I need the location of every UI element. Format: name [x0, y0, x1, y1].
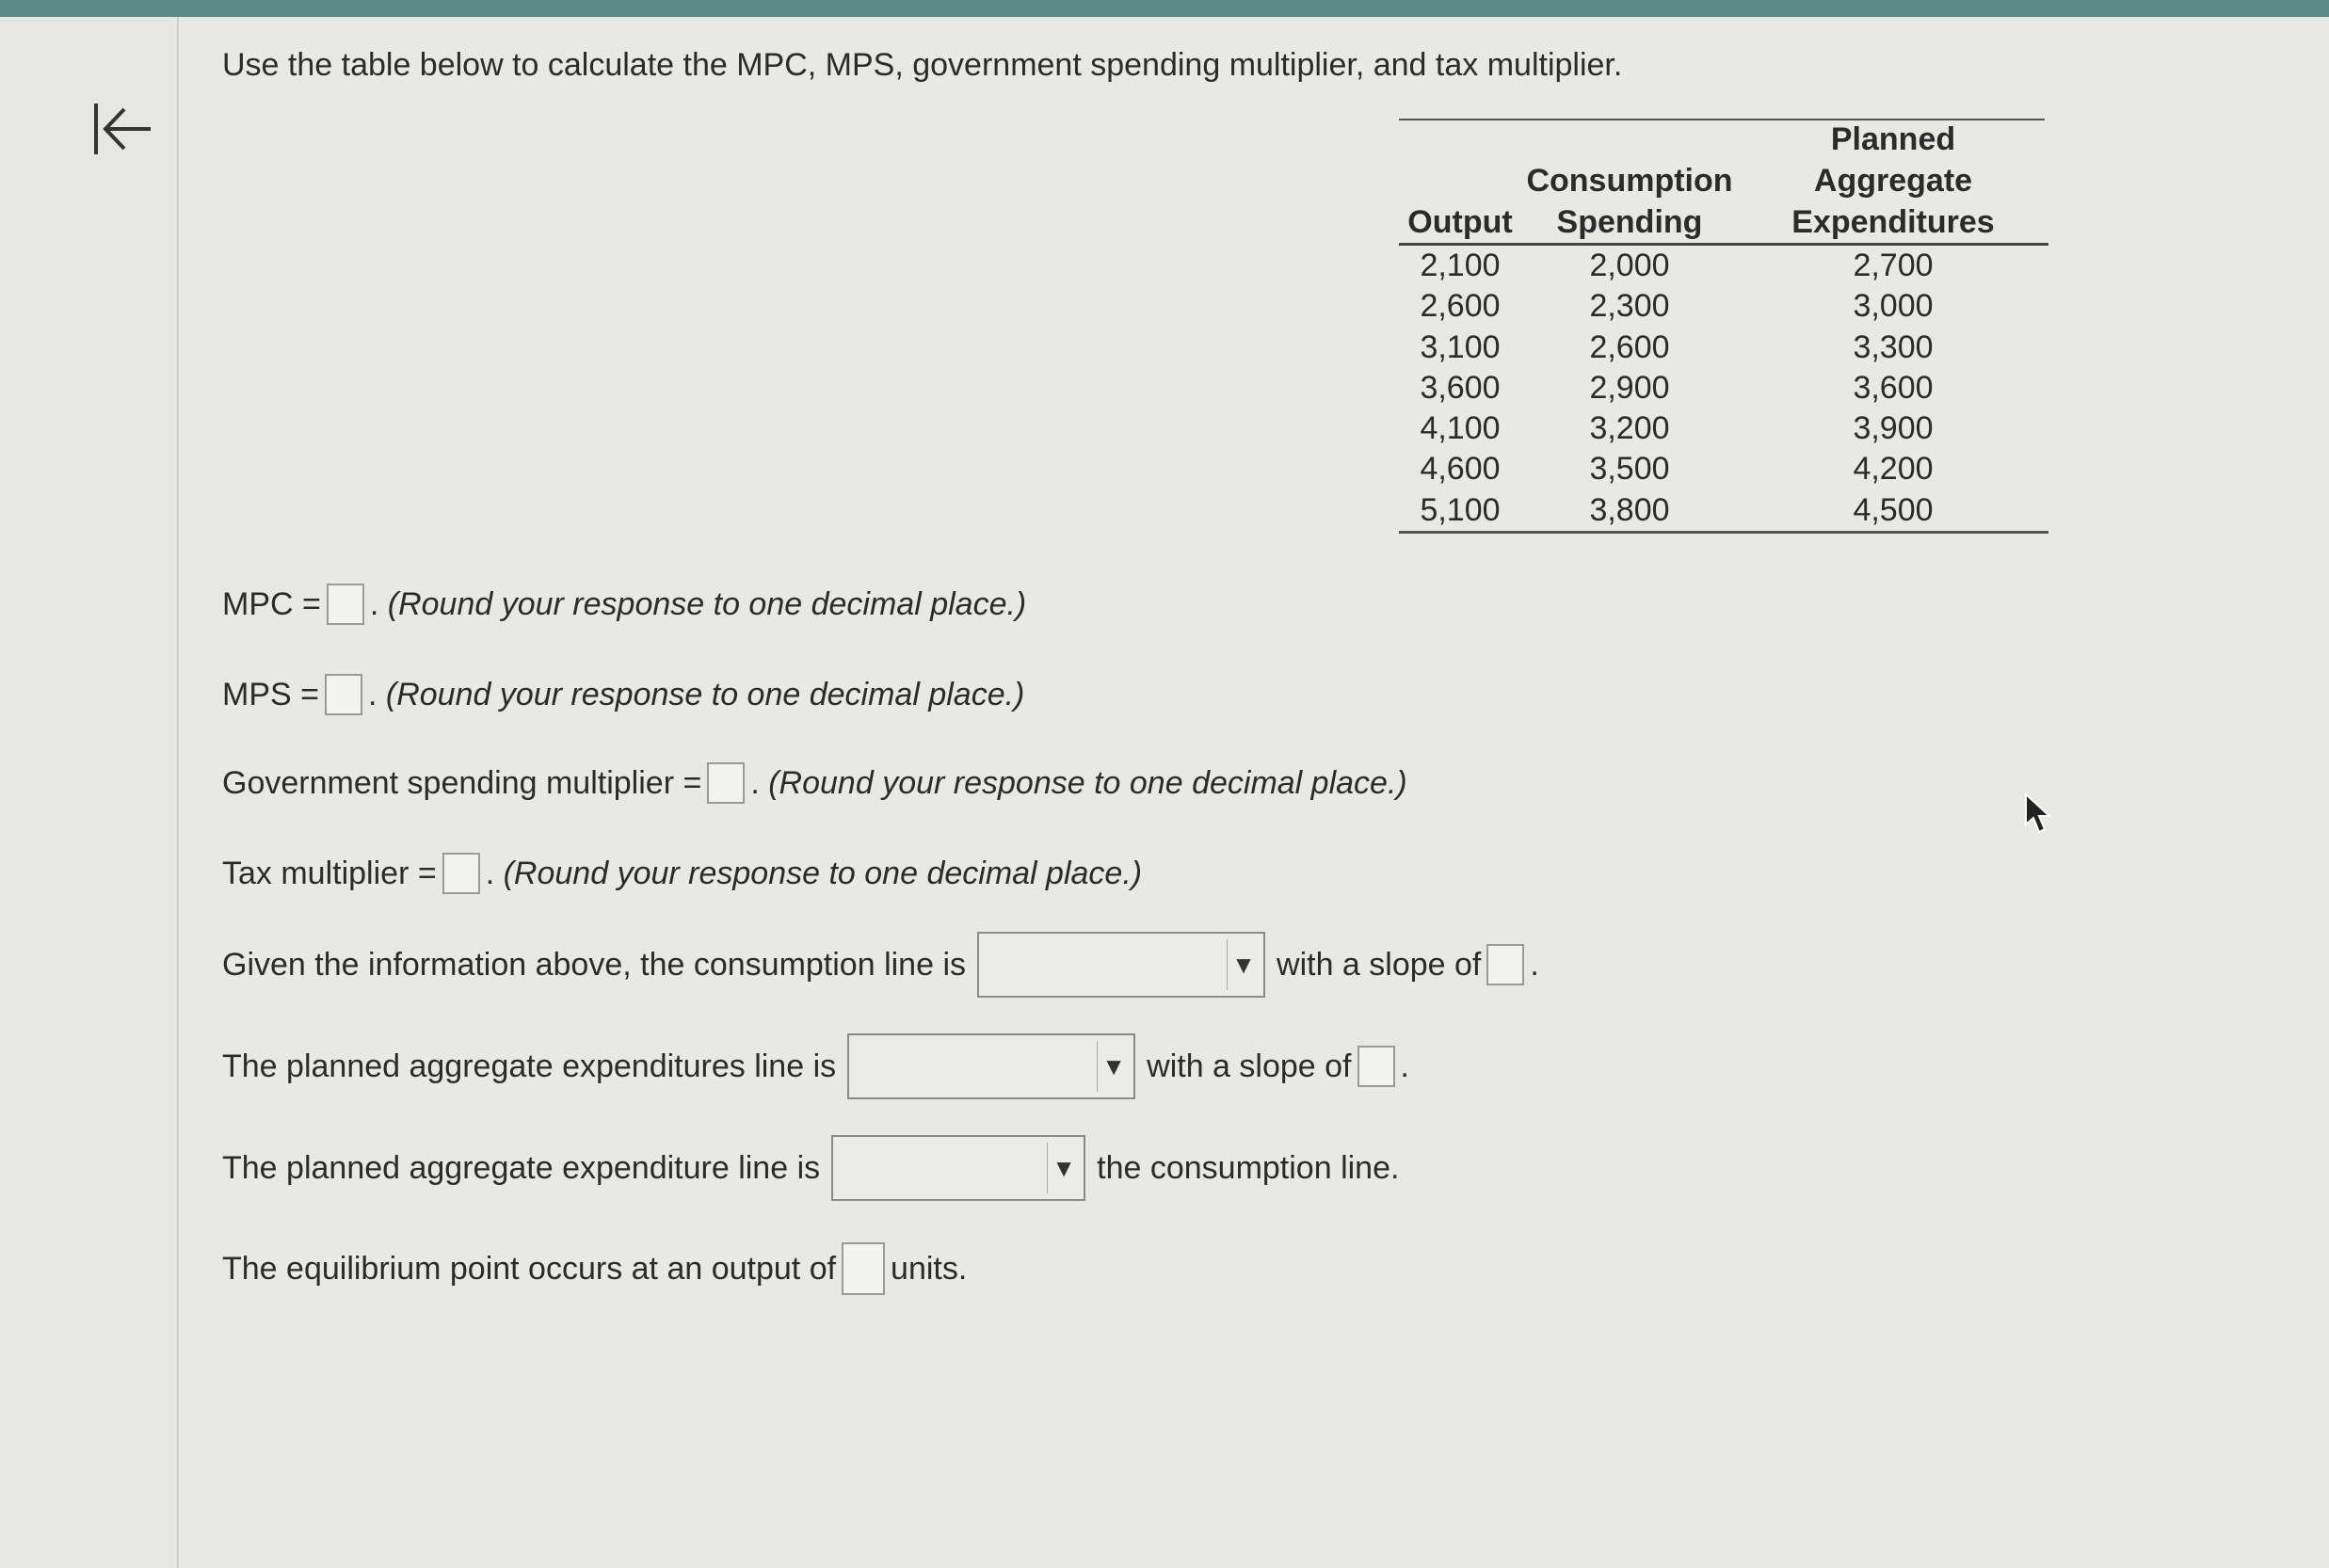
mpc-question: [222, 584, 1026, 625]
round-hint: (Round your response to one decimal place.): [385, 676, 1025, 712]
consumption-line-dropdown[interactable]: [977, 932, 1265, 998]
instruction-text: Use the table below to calculate the MPC, MPS, government spending multiplier, and tax multiplier.: [222, 47, 1623, 83]
tax-multiplier-input[interactable]: [442, 853, 480, 894]
cell-pae: 2,700: [1853, 248, 1934, 283]
cell-consumption: 3,800: [1521, 490, 1738, 533]
pae-line-question: [222, 1033, 1409, 1099]
period: .: [1530, 946, 1539, 983]
data-table: [1399, 119, 2048, 534]
triangle-down-icon: ▼: [1227, 939, 1260, 990]
table-row: [1399, 408, 2048, 449]
cell-pae: 3,000: [1853, 288, 1934, 325]
cell-output: 2,100: [1420, 248, 1501, 283]
cell-pae: 4,500: [1738, 490, 2048, 533]
round-hint: (Round your response to one decimal place.): [387, 585, 1027, 622]
equilibrium-question: [222, 1242, 967, 1295]
collapse-button[interactable]: [85, 96, 160, 162]
table-row: [1399, 286, 2048, 327]
top-bar: [0, 0, 2329, 17]
period: .: [750, 764, 760, 801]
table-row: [1399, 368, 2048, 408]
mps-question: [222, 674, 1024, 715]
cell-output: 3,600: [1420, 369, 1501, 406]
pae-compare-question: [222, 1135, 1399, 1201]
gov-multiplier-label: Government spending multiplier =: [222, 764, 702, 801]
cell-output: 5,100: [1399, 490, 1521, 533]
pae-line-dropdown[interactable]: [847, 1033, 1135, 1099]
pae-slope-input[interactable]: [1357, 1046, 1395, 1087]
triangle-down-icon: ▼: [1047, 1143, 1080, 1193]
header-consumption: Consumption Spending: [1521, 119, 1738, 245]
cell-consumption: 2,600: [1589, 328, 1670, 365]
period: .: [367, 676, 377, 712]
table-row: [1399, 245, 2048, 287]
cell-consumption: 2,900: [1589, 369, 1670, 406]
mps-label: MPS =: [222, 676, 319, 712]
cell-consumption: 3,200: [1589, 410, 1670, 447]
header-output: Output: [1399, 119, 1521, 245]
consumption-slope-input[interactable]: [1486, 944, 1524, 985]
pae-compare-suffix: the consumption line.: [1097, 1149, 1400, 1186]
cell-consumption: 2,000: [1589, 248, 1670, 283]
cell-consumption: 2,300: [1589, 288, 1670, 325]
tax-multiplier-question: [222, 853, 1142, 894]
cell-pae: 4,200: [1853, 451, 1934, 488]
period: .: [369, 585, 379, 622]
mouse-pointer-icon: [2024, 792, 2052, 836]
mpc-input[interactable]: [327, 584, 364, 625]
consumption-line-label: Given the information above, the consumption line is: [222, 946, 967, 983]
cell-pae: 3,300: [1853, 328, 1934, 365]
cell-output: 2,600: [1420, 288, 1501, 325]
cell-pae: 3,600: [1853, 369, 1934, 406]
period: .: [485, 855, 495, 891]
pae-compare-label: The planned aggregate expenditure line is: [222, 1149, 821, 1186]
pae-line-label: The planned aggregate expenditures line is: [222, 1048, 837, 1084]
slope-label: with a slope of: [1147, 1048, 1352, 1084]
table-row: [1399, 449, 2048, 489]
left-rail: [0, 17, 179, 1568]
cell-output: 4,100: [1420, 410, 1501, 447]
table-row: [1399, 490, 2048, 533]
mps-input[interactable]: [325, 674, 362, 715]
round-hint: (Round your response to one decimal place.): [768, 764, 1407, 801]
consumption-line-question: [222, 932, 1539, 998]
equilibrium-label: The equilibrium point occurs at an output of: [222, 1250, 837, 1287]
gov-multiplier-input[interactable]: [707, 762, 745, 804]
header-pae: Planned Aggregate Expenditures: [1738, 119, 2048, 245]
cell-output: 4,600: [1420, 451, 1501, 488]
cell-consumption: 3,500: [1589, 451, 1670, 488]
table-row: [1399, 328, 2048, 368]
mpc-label: MPC =: [222, 585, 321, 622]
collapse-left-icon: [85, 96, 160, 162]
period: .: [1400, 1048, 1409, 1084]
gov-multiplier-question: [222, 762, 1407, 804]
pae-compare-dropdown[interactable]: [831, 1135, 1085, 1201]
cell-output: 3,100: [1420, 328, 1501, 365]
triangle-down-icon: ▼: [1097, 1041, 1130, 1092]
slope-label: with a slope of: [1277, 946, 1482, 983]
cell-pae: 3,900: [1853, 410, 1934, 447]
tax-multiplier-label: Tax multiplier =: [222, 855, 437, 891]
equilibrium-output-input[interactable]: [842, 1242, 885, 1295]
round-hint: (Round your response to one decimal place.): [503, 855, 1143, 891]
equilibrium-suffix: units.: [891, 1250, 968, 1287]
